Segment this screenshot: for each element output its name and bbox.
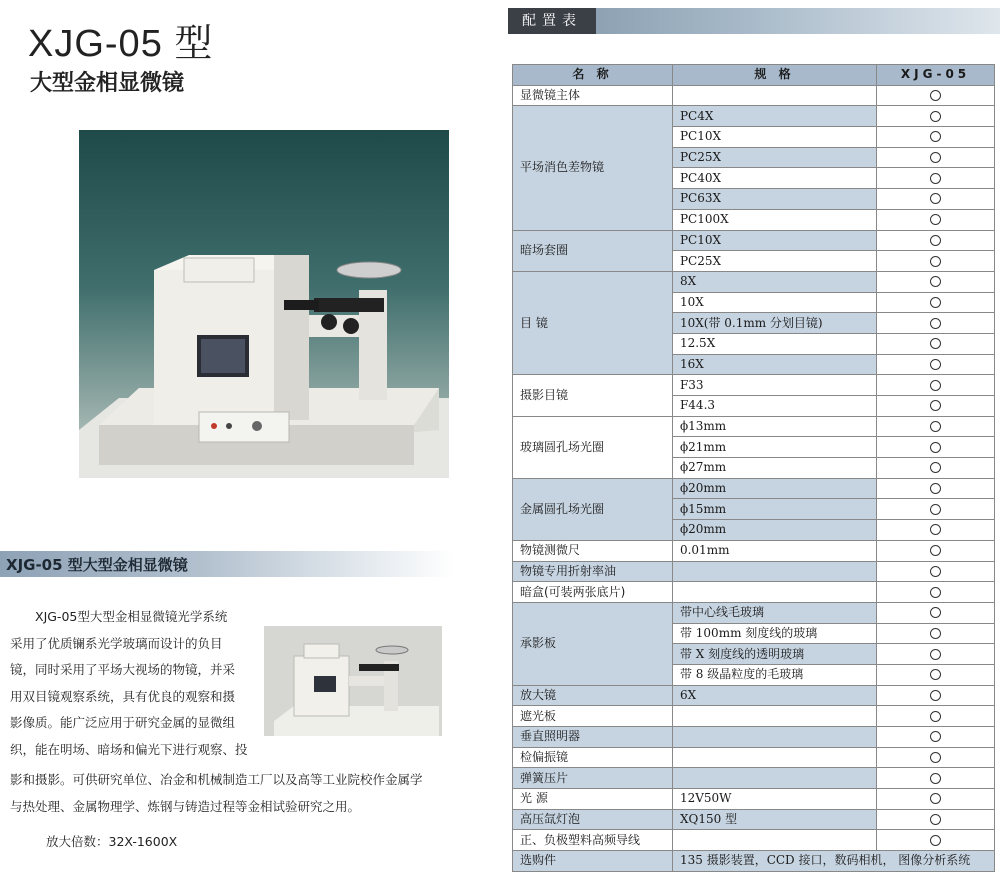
model-mark (877, 664, 995, 685)
config-header-band (508, 8, 1000, 34)
circle-icon (930, 421, 941, 432)
model-mark (877, 396, 995, 417)
table-row (513, 830, 995, 851)
item-name: 显微镜主体 (513, 85, 673, 106)
intro-line: 与热处理、金属物理学、炼钢与铸造过程等金相试验研究之用。 (10, 798, 361, 814)
circle-icon (930, 400, 941, 411)
circle-icon (930, 235, 941, 246)
table-row (513, 106, 995, 127)
intro-line: 织，能在明场、暗场和偏光下进行观察、投 (10, 741, 248, 757)
intro-line: XJG-05型大型金相显微镜光学系统 (35, 609, 228, 624)
table-row (513, 706, 995, 727)
magnification-text: 放大倍数：32X-1600X (46, 834, 178, 849)
item-name: 承影板 (513, 602, 673, 685)
item-spec: 带 100mm 刻度线的玻璃 (672, 623, 876, 644)
table-header-row (513, 65, 995, 86)
table-row (513, 271, 995, 292)
item-spec: 带 8 级晶粒度的毛玻璃 (672, 664, 876, 685)
item-spec: F33 (672, 375, 876, 396)
circle-icon (930, 587, 941, 598)
item-spec: ϕ27mm (672, 458, 876, 479)
circle-icon (930, 524, 941, 535)
item-spec (672, 747, 876, 768)
table-row (513, 727, 995, 748)
item-name: 玻璃圆孔场光圈 (513, 416, 673, 478)
model-mark (877, 437, 995, 458)
intro-line: 影像质。能广泛应用于研究金属的显微组 (10, 715, 236, 730)
circle-icon (930, 669, 941, 680)
model-title: XJG-05 型 (28, 23, 214, 65)
header-name: 名 称 (513, 65, 673, 86)
item-spec: ϕ15mm (672, 499, 876, 520)
circle-icon (930, 90, 941, 101)
circle-icon (930, 193, 941, 204)
item-spec: ϕ20mm (672, 478, 876, 499)
circle-icon (930, 318, 941, 329)
item-name: 遮光板 (513, 706, 673, 727)
table-row (513, 416, 995, 437)
model-mark (877, 644, 995, 665)
circle-icon (930, 152, 941, 163)
item-spec: 带中心线毛玻璃 (672, 602, 876, 623)
circle-icon (930, 649, 941, 660)
item-name: 摄影目镜 (513, 375, 673, 416)
item-spec: 16X (672, 354, 876, 375)
item-name: 物镜测微尺 (513, 540, 673, 561)
model-mark (877, 189, 995, 210)
circle-icon (930, 131, 941, 142)
item-spec (672, 85, 876, 106)
item-spec: 12V50W (672, 789, 876, 810)
item-spec: F44.3 (672, 396, 876, 417)
header-model: XJG-05 (877, 65, 995, 86)
model-mark (877, 458, 995, 479)
model-mark (877, 540, 995, 561)
item-spec: 12.5X (672, 333, 876, 354)
item-name: 放大镜 (513, 685, 673, 706)
model-mark (877, 706, 995, 727)
circle-icon (930, 359, 941, 370)
model-mark (877, 830, 995, 851)
circle-icon (930, 276, 941, 287)
circle-icon (930, 793, 941, 804)
item-name: 选购件 (513, 851, 673, 872)
item-name: 暗盒(可装两张底片) (513, 582, 673, 603)
item-name: 检偏振镜 (513, 747, 673, 768)
item-spec (672, 768, 876, 789)
item-name: 目 镜 (513, 271, 673, 374)
model-mark (877, 747, 995, 768)
circle-icon (930, 504, 941, 515)
circle-icon (930, 297, 941, 308)
item-name: 暗场套圈 (513, 230, 673, 271)
model-mark (877, 127, 995, 148)
table-row (513, 540, 995, 561)
config-table (512, 64, 995, 872)
item-spec: PC25X (672, 251, 876, 272)
model-mark (877, 685, 995, 706)
item-spec: 10X(带 0.1mm 分划目镜) (672, 313, 876, 334)
table-row (513, 230, 995, 251)
intro-line: 采用了优质镧系光学玻璃而设计的负目 (10, 635, 223, 651)
table-row (513, 561, 995, 582)
item-spec: PC10X (672, 230, 876, 251)
model-mark (877, 727, 995, 748)
table-row (513, 478, 995, 499)
intro-line: 影和摄影。可供研究单位、冶金和机械制造工厂以及高等工业院校作金属学 (10, 772, 423, 787)
config-label: 配置表 (508, 8, 596, 34)
table-row (513, 789, 995, 810)
item-spec: 6X (672, 685, 876, 706)
item-spec: PC10X (672, 127, 876, 148)
table-row (513, 809, 995, 830)
item-name: 弹簧压片 (513, 768, 673, 789)
model-mark (877, 147, 995, 168)
model-mark (877, 602, 995, 623)
circle-icon (930, 566, 941, 577)
circle-icon (930, 442, 941, 453)
item-spec: XQ150 型 (672, 809, 876, 830)
item-spec: PC25X (672, 147, 876, 168)
item-spec (672, 706, 876, 727)
intro-line: 用双目镜观察系统，具有优良的观察和摄 (10, 688, 236, 704)
model-mark (877, 623, 995, 644)
item-spec: 带 X 刻度线的透明玻璃 (672, 644, 876, 665)
circle-icon (930, 628, 941, 639)
circle-icon (930, 173, 941, 184)
table-row (513, 768, 995, 789)
circle-icon (930, 462, 941, 473)
item-spec: PC63X (672, 189, 876, 210)
table-row (513, 85, 995, 106)
microscope-photo (79, 130, 449, 478)
table-row (513, 582, 995, 603)
section-title: XJG-05 型大型金相显微镜 (6, 556, 188, 574)
item-spec: PC4X (672, 106, 876, 127)
item-spec (672, 561, 876, 582)
intro-line: 镜，同时采用了平场大视场的物镜，并采 (10, 662, 236, 677)
item-spec (672, 727, 876, 748)
header-spec: 规 格 (672, 65, 876, 86)
model-mark (877, 168, 995, 189)
item-spec: ϕ13mm (672, 416, 876, 437)
circle-icon (930, 256, 941, 267)
circle-icon (930, 711, 941, 722)
model-mark (877, 416, 995, 437)
model-mark (877, 354, 995, 375)
model-mark (877, 768, 995, 789)
item-spec: 8X (672, 271, 876, 292)
model-mark (877, 313, 995, 334)
circle-icon (930, 752, 941, 763)
circle-icon (930, 835, 941, 846)
item-name: 光 源 (513, 789, 673, 810)
circle-icon (930, 690, 941, 701)
model-mark (877, 809, 995, 830)
circle-icon (930, 773, 941, 784)
item-spec: 10X (672, 292, 876, 313)
item-spec: PC40X (672, 168, 876, 189)
table-row (513, 602, 995, 623)
item-spec: 135 摄影装置，CCD 接口，数码相机， 图像分析系统 (672, 851, 994, 872)
model-mark (877, 499, 995, 520)
model-mark (877, 85, 995, 106)
intro-text (10, 604, 250, 763)
section-header (0, 551, 455, 577)
item-spec: PC100X (672, 209, 876, 230)
table-row-optional (513, 851, 995, 872)
item-name: 物镜专用折射率油 (513, 561, 673, 582)
circle-icon (930, 214, 941, 225)
model-mark (877, 106, 995, 127)
circle-icon (930, 814, 941, 825)
model-mark (877, 333, 995, 354)
model-mark (877, 251, 995, 272)
model-mark (877, 582, 995, 603)
circle-icon (930, 338, 941, 349)
model-mark (877, 520, 995, 541)
circle-icon (930, 111, 941, 122)
item-name: 金属圆孔场光圈 (513, 478, 673, 540)
table-row (513, 375, 995, 396)
item-spec: ϕ21mm (672, 437, 876, 458)
model-mark (877, 209, 995, 230)
circle-icon (930, 607, 941, 618)
model-mark (877, 789, 995, 810)
model-mark (877, 292, 995, 313)
lower-text (10, 767, 460, 820)
table-row (513, 685, 995, 706)
model-mark (877, 375, 995, 396)
item-name: 平场消色差物镜 (513, 106, 673, 230)
item-name: 垂直照明器 (513, 727, 673, 748)
item-spec: ϕ20mm (672, 520, 876, 541)
model-mark (877, 561, 995, 582)
circle-icon (930, 545, 941, 556)
model-mark (877, 230, 995, 251)
model-mark (877, 271, 995, 292)
product-name: 大型金相显微镜 (30, 71, 185, 96)
item-spec (672, 830, 876, 851)
model-mark (877, 478, 995, 499)
microscope-thumbnail (264, 626, 442, 736)
circle-icon (930, 731, 941, 742)
circle-icon (930, 380, 941, 391)
item-spec (672, 582, 876, 603)
item-name: 正、负极塑料高频导线 (513, 830, 673, 851)
table-row (513, 747, 995, 768)
item-spec: 0.01mm (672, 540, 876, 561)
item-name: 高压氙灯泡 (513, 809, 673, 830)
circle-icon (930, 483, 941, 494)
